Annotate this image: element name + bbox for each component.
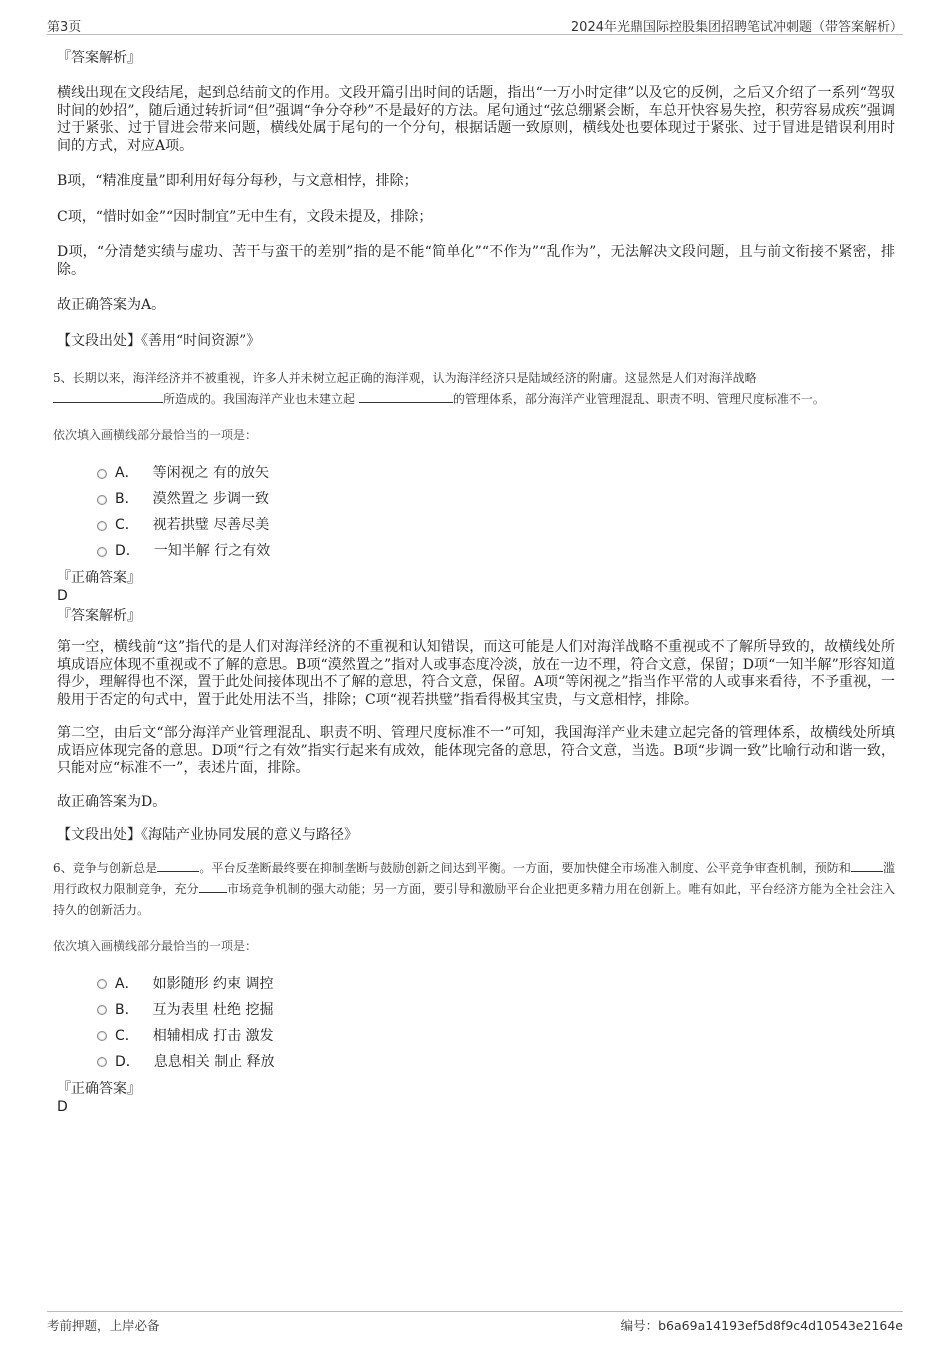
prev-analysis-paragraph-1: 横线出现在文段结尾，起到总结前文的作用。文段开篇引出时间的话题，指出“一万小时定律”以及它的反例，之后又介绍了一系列“驾驭时间的妙招”，随后通过转折词“但”强调“争分夺秒”不是最好的方法。尾句通过“弦总绷紧会断，车总开快容易失控，积劳容易成疾”强调过于紧张、过于冒进会带来问题，横线处属于尾句的一个分句，根据话题一致原则，横线处也要体现过于紧张、过于冒进是错误利用时间的方式，对应A项。 bbox=[57, 85, 895, 154]
question-6-options bbox=[57, 970, 895, 1074]
question-6-option-b[interactable] bbox=[97, 996, 895, 1022]
radio-button-icon[interactable] bbox=[97, 1057, 107, 1067]
option-letter: D． bbox=[115, 1053, 140, 1070]
option-text: 等闲视之 有的放矢 bbox=[152, 465, 270, 481]
option-text: 互为表里 杜绝 挖掘 bbox=[152, 1001, 274, 1018]
page-footer bbox=[47, 1311, 903, 1334]
radio-button-icon[interactable] bbox=[97, 979, 107, 989]
prev-analysis-paragraph-2: B项，“精准度量”即利用好每分每秒，与文意相悖，排除； bbox=[57, 173, 418, 189]
option-letter: A． bbox=[115, 465, 139, 481]
question-5-analysis-paragraph-1: 第一空，横线前“这”指代的是人们对海洋经济的不重视和认知错误，而这可能是人们对海洋战略不重视或不了解所导致的，故横线处所填成语应体现不重视或不了解的意思。B项“漠然置之”指对人或事态度冷淡，放在一边不理，符合文意，保留；D项“一知半解”形容知道得少，理解得也不深，置于此处间接体现出不了解的意思，符合文意，保留。A项“等闲视之”指当作平常的人或事来看待，不予重视，一般用于否定的句式中，置于此处用法不当，排除；C项“视若拱璧”指看得极其宝贵，与文意相悖，排除。 bbox=[57, 639, 895, 708]
document-code-label: 编号： bbox=[620, 1318, 659, 1333]
question-6-text-part-2: 。平台反垄断最终要在抑制垄断与鼓励创新之间达到平衡。一方面，要加快健全市场准入制度、公平竞争审查机制，预防和 bbox=[199, 860, 851, 875]
option-letter: B． bbox=[115, 491, 139, 507]
option-text: 视若拱璧 尽善尽美 bbox=[152, 517, 270, 533]
question-6-text bbox=[53, 858, 895, 921]
question-5-correct-label: 『正确答案』 bbox=[57, 570, 141, 586]
option-letter: C． bbox=[115, 1027, 139, 1044]
option-letter: A． bbox=[115, 975, 139, 992]
question-6-blank-1 bbox=[157, 859, 199, 872]
radio-button-icon[interactable] bbox=[97, 1031, 107, 1041]
question-5-option-a[interactable] bbox=[97, 459, 895, 485]
prev-source: 【文段出处】《善用“时间资源”》 bbox=[57, 332, 261, 349]
question-5-analysis-paragraph-2: 第二空，由后文“部分海洋产业管理混乱、职责不明、管理尺度标准不一”可知，我国海洋产业未建立起完备的管理体系，故横线处所填成语应体现完备的意思。D项“行之有效”指实行起来有成效，能体现完备的意思，符合文意，当选。B项“步调一致”比喻行动和谐一致，只能对应“标准不一”，表述片面，排除。 bbox=[57, 725, 895, 776]
prev-analysis-label: 『答案解析』 bbox=[57, 50, 141, 66]
question-5-correct-answer: D bbox=[57, 588, 68, 604]
question-6-option-d[interactable] bbox=[97, 1048, 895, 1074]
question-6-option-c[interactable] bbox=[97, 1022, 895, 1048]
question-6-text-part-4: 市场竞争机制的强大动能；另一方面，要引导和激励平台企业把更多精力用在创新上。唯有如此，平台经济方能为全社会注入持久的创新活力。 bbox=[53, 881, 895, 917]
option-letter: D． bbox=[115, 543, 140, 559]
question-6-correct-answer: D bbox=[57, 1098, 68, 1115]
question-5-analysis-paragraph-3: 故正确答案为D。 bbox=[57, 793, 167, 810]
prev-analysis-paragraph-3: C项，“惜时如金”“因时制宜”无中生有，文段未提及，排除； bbox=[57, 208, 433, 225]
document-code-value: b6a69a14193ef5d8f9c4d10543e2164e bbox=[658, 1318, 903, 1333]
question-5-blank-2 bbox=[359, 390, 453, 403]
question-5-text-part-1: 5、长期以来，海洋经济并不被重视，许多人并未树立起正确的海洋观，认为海洋经济只是陆域经济的附庸。这显然是人们对海洋战略 bbox=[53, 371, 757, 385]
page-header bbox=[47, 14, 903, 35]
radio-button-icon[interactable] bbox=[97, 469, 107, 479]
option-text: 相辅相成 打击 激发 bbox=[152, 1027, 274, 1044]
question-5-source: 【文段出处】《海陆产业协同发展的意义与路径》 bbox=[57, 827, 358, 843]
option-text: 一知半解 行之有效 bbox=[153, 543, 271, 559]
question-5-text-part-3: 的管理体系，部分海洋产业管理混乱、职责不明、管理尺度标准不一。 bbox=[452, 392, 825, 406]
page-content bbox=[53, 44, 895, 1116]
document-code bbox=[621, 1316, 903, 1334]
page-number: 第3页 bbox=[47, 20, 82, 35]
radio-button-icon[interactable] bbox=[97, 547, 107, 557]
question-5-text bbox=[53, 368, 895, 410]
question-6-text-part-3: 滥用行政权力限制竞争，充分 bbox=[53, 860, 895, 896]
footer-slogan: 考前押题，上岸必备 bbox=[47, 1318, 160, 1333]
question-6-option-a[interactable] bbox=[97, 970, 895, 996]
question-5-hint: 依次填入画横线部分最恰当的一项是： bbox=[53, 428, 258, 442]
radio-button-icon[interactable] bbox=[97, 521, 107, 531]
radio-button-icon[interactable] bbox=[97, 495, 107, 505]
question-5-blank-1 bbox=[53, 390, 163, 403]
option-letter: C． bbox=[115, 517, 139, 533]
question-5-text-part-2: 所造成的。我国海洋产业也未建立起 bbox=[163, 392, 356, 406]
question-5-option-d[interactable] bbox=[97, 537, 895, 563]
question-6-blank-2 bbox=[851, 859, 883, 872]
prev-analysis-paragraph-4: D项，“分清楚实绩与虚功、苦干与蛮干的差别”指的是不能“简单化”“不作为”“乱作为”，无法解决文段问题，且与前文衔接不紧密，排除。 bbox=[57, 244, 895, 278]
question-6-correct-label: 『正确答案』 bbox=[57, 1080, 141, 1097]
option-text: 如影随形 约束 调控 bbox=[152, 975, 274, 992]
question-6-hint: 依次填入画横线部分最恰当的一项是： bbox=[53, 938, 258, 953]
question-6-text-part-1: 6、竞争与创新总是 bbox=[53, 860, 158, 875]
question-5-option-c[interactable] bbox=[97, 511, 895, 537]
question-5-analysis-label: 『答案解析』 bbox=[57, 608, 141, 624]
option-text: 息息相关 制止 释放 bbox=[153, 1053, 275, 1070]
radio-button-icon[interactable] bbox=[97, 1005, 107, 1015]
question-5-option-b[interactable] bbox=[97, 485, 895, 511]
question-5-options bbox=[57, 459, 895, 563]
option-text: 漠然置之 步调一致 bbox=[152, 491, 270, 507]
question-6-blank-3 bbox=[199, 880, 227, 893]
option-letter: B． bbox=[115, 1001, 139, 1018]
prev-analysis-paragraph-5: 故正确答案为A。 bbox=[57, 297, 166, 313]
document-title: 2024年光鼎国际控股集团招聘笔试冲刺题（带答案解析） bbox=[570, 20, 903, 35]
